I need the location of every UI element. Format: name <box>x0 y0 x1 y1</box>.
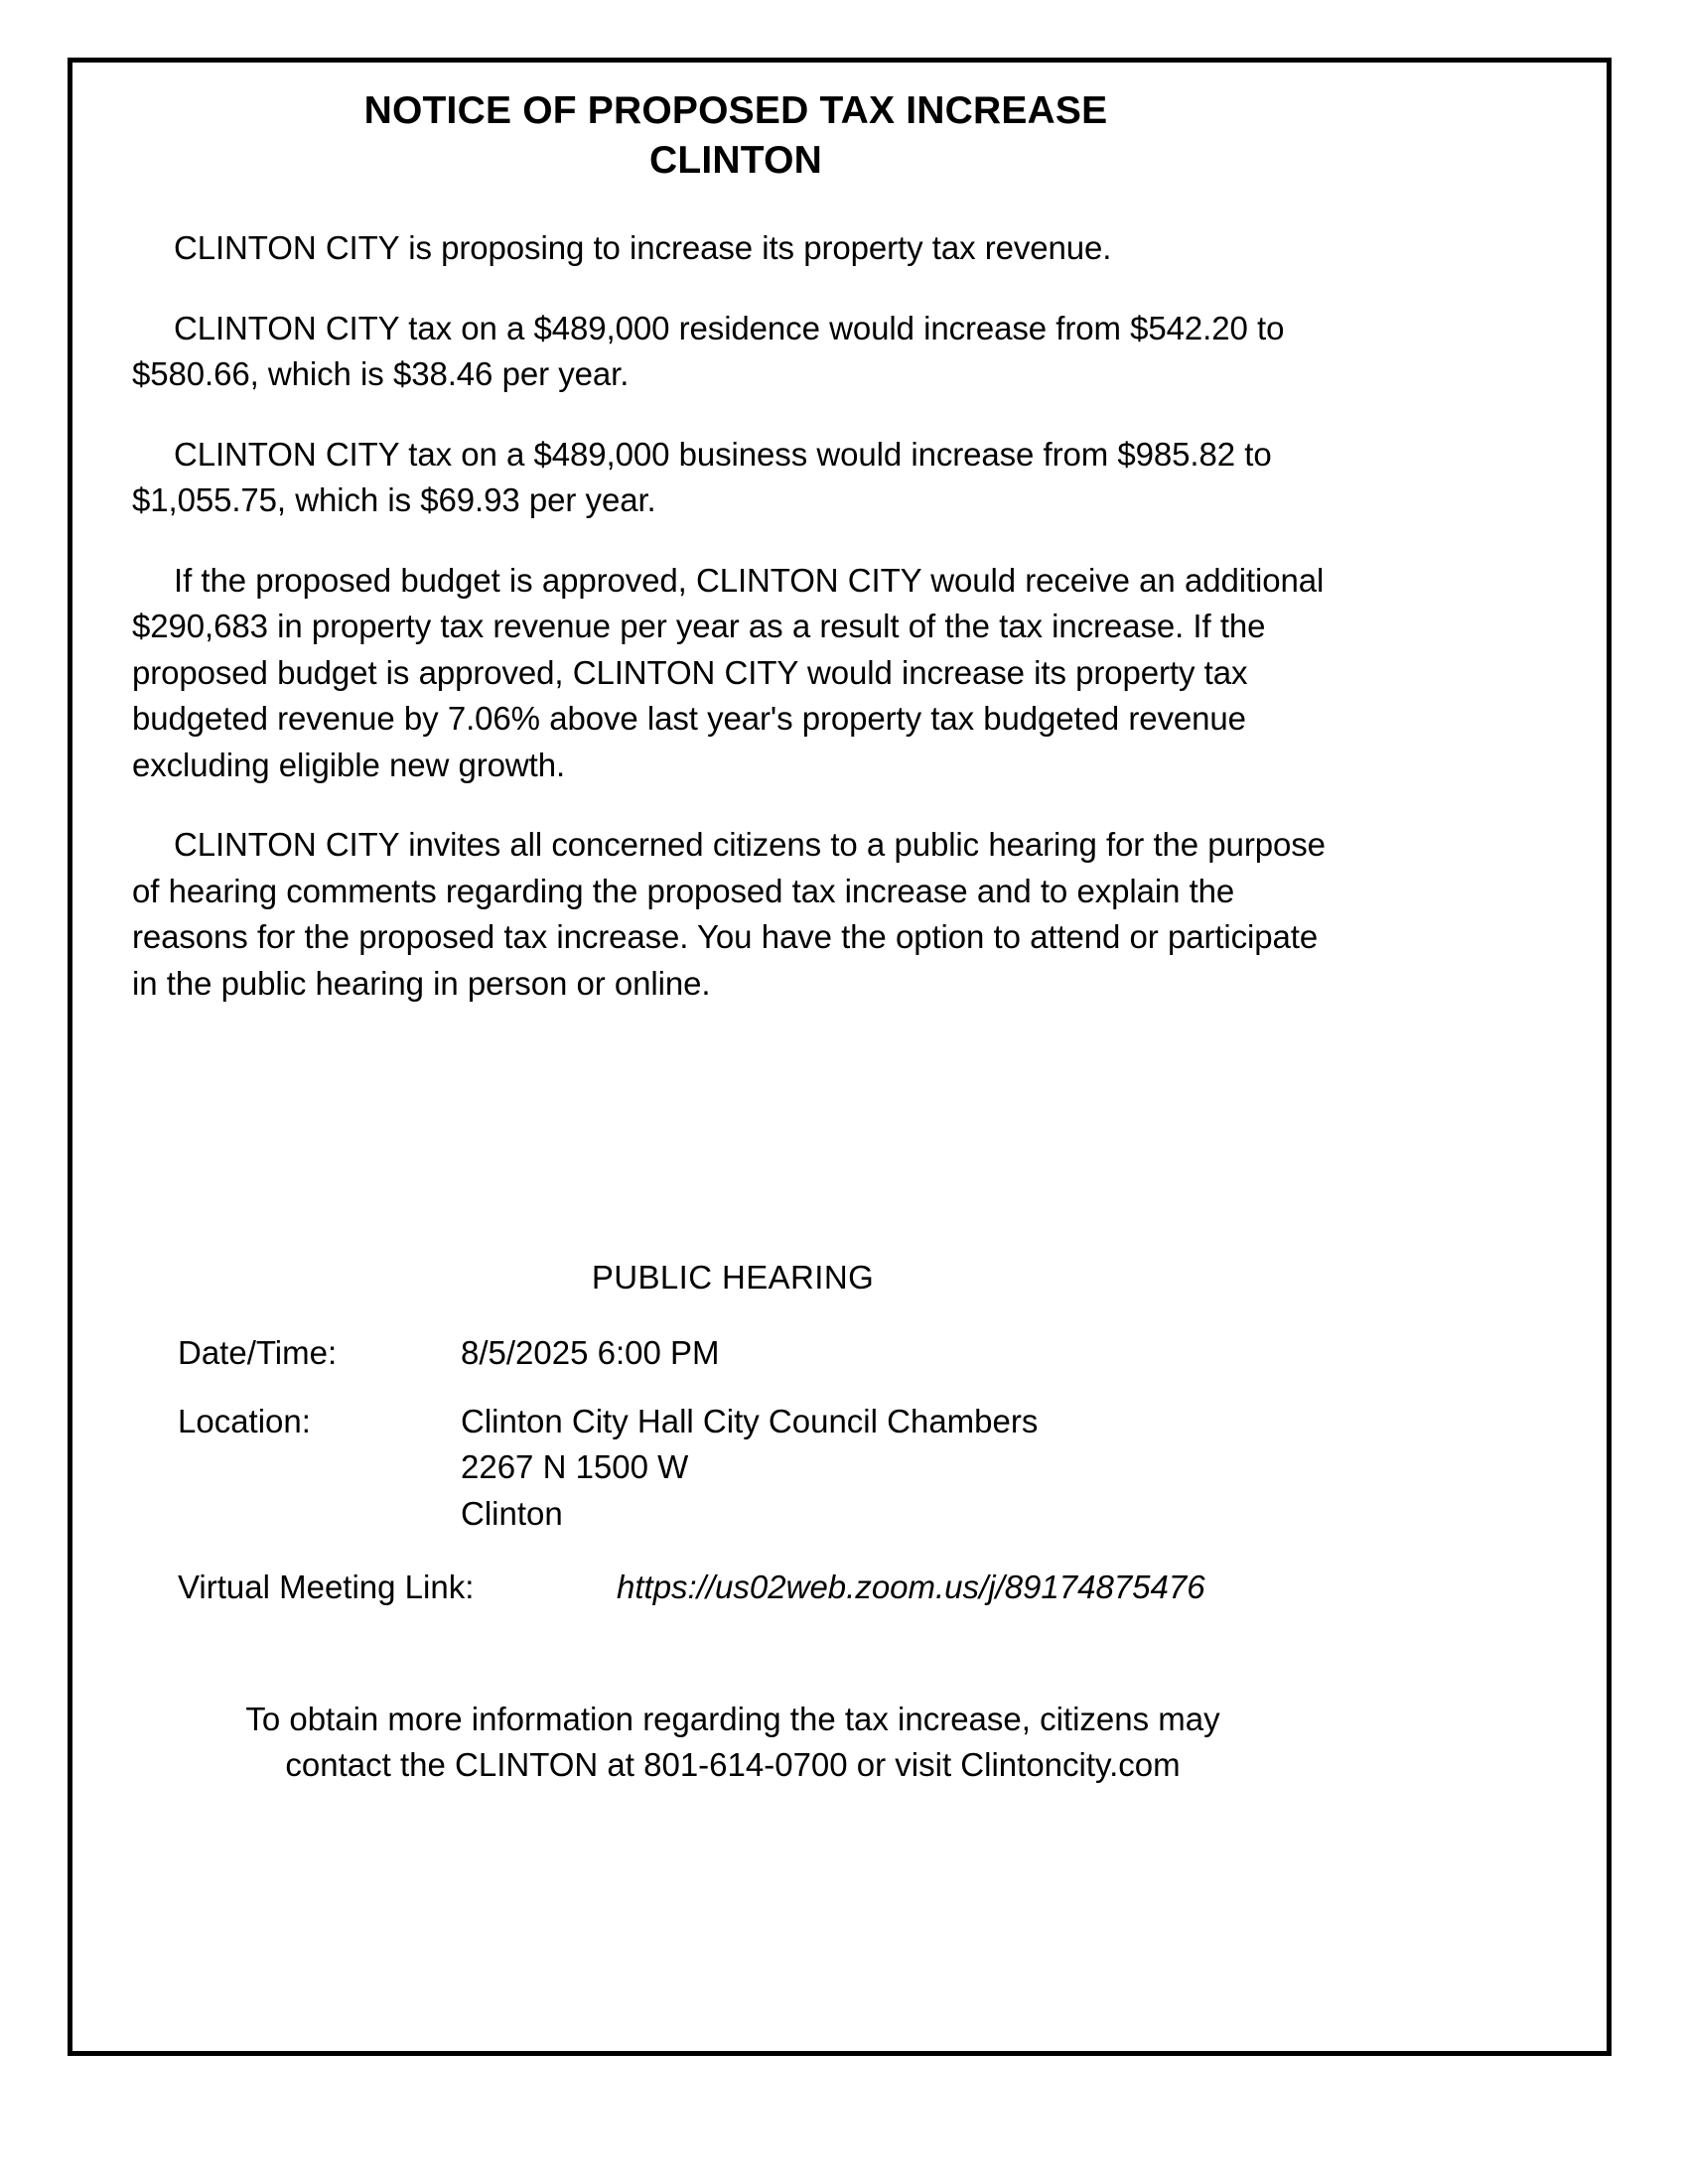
paragraph-hearing-invitation: CLINTON CITY invites all concerned citizens to a public hearing for the purpose of hearing comments regarding the proposed tax increase and to explain the reasons for the proposed tax increase. You have the option to attend or participate in the public hearing in person or online. <box>132 826 1326 1002</box>
paragraph-residence-tax: CLINTON CITY tax on a $489,000 residence would increase from $542.20 to $580.66, which is $38.46 per year. <box>132 309 1285 392</box>
virtual-meeting-label: Virtual Meeting Link: <box>178 1569 475 1605</box>
hearing-location-row <box>178 1399 1334 1538</box>
paragraph-budget-impact: If the proposed budget is approved, CLINTON CITY would receive an additional $290,683 in property tax revenue per year as a result of the tax increase. If the proposed budget is approved, CLINTON CITY would increase its property tax budgeted revenue by 7.06% above last year's property tax budgeted revenue excluding eligible new growth. <box>132 561 1325 783</box>
hearing-location-venue: Clinton City Hall City Council Chambers <box>461 1402 1039 1439</box>
hearing-location-value <box>461 1399 1038 1538</box>
footer-line-1: To obtain more information regarding the tax increase, citizens may <box>245 1700 1220 1737</box>
title-line-municipality: CLINTON <box>648 139 822 182</box>
page-title <box>110 63 1361 186</box>
hearing-location-city: Clinton <box>461 1494 563 1532</box>
hearing-datetime-value: 8/5/2025 6:00 PM <box>461 1334 720 1371</box>
hearing-datetime-label: Date/Time: <box>178 1334 338 1371</box>
spacer <box>132 788 1334 822</box>
notice-content <box>132 63 1334 1789</box>
notice-border-frame <box>68 58 1612 2056</box>
public-hearing-heading: PUBLIC HEARING <box>591 1259 875 1296</box>
spacer <box>132 186 1334 225</box>
hearing-details <box>132 1330 1334 1611</box>
hearing-location-street: 2267 N 1500 W <box>461 1448 689 1485</box>
spacer <box>132 1007 1334 1255</box>
hearing-datetime-row <box>178 1330 1334 1377</box>
footer-line-2: contact the CLINTON at 801-614-0700 or visit Clintoncity.com <box>285 1746 1181 1783</box>
spacer <box>132 398 1334 432</box>
spacer <box>132 524 1334 558</box>
virtual-meeting-link[interactable]: https://us02web.zoom.us/j/89174875476 <box>617 1569 1205 1605</box>
title-line-main: NOTICE OF PROPOSED TAX INCREASE <box>363 89 1108 132</box>
contact-footer <box>132 1697 1334 1789</box>
hearing-location-label: Location: <box>178 1402 311 1439</box>
paragraph-intro: CLINTON CITY is proposing to increase its property tax revenue. <box>174 229 1112 266</box>
virtual-meeting-row <box>178 1565 1334 1611</box>
spacer <box>132 272 1334 306</box>
paragraph-business-tax: CLINTON CITY tax on a $489,000 business would increase from $985.82 to $1,055.75, which is $69.93 per year. <box>132 435 1272 518</box>
